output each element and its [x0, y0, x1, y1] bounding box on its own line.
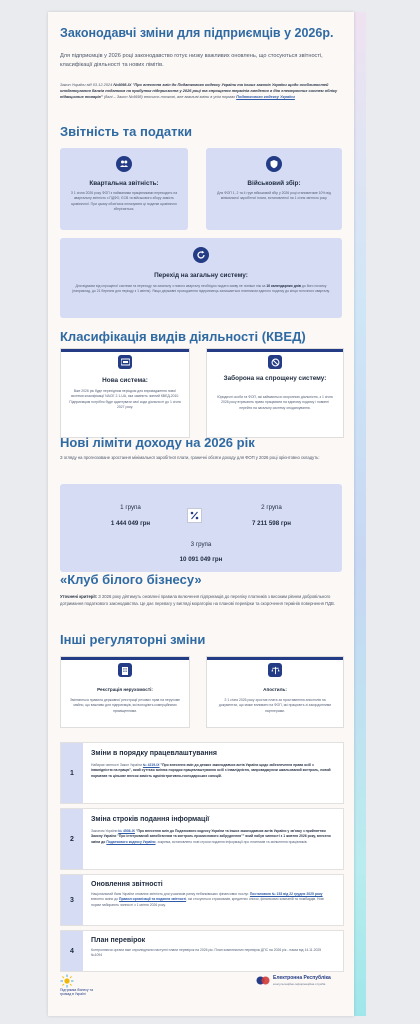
law-note: Закон України від 03.12.2024 №4098-IX "Про внесення змін до Податкового кодексу України та інших законів України щодо особливостей оподаткування банків податком на прибуток підприємств у 2026 році та спрощення термінів введення в дію електронних систем обліку підакцизних товарів" (далі – Закон №4698) вносить точкові, але важливі зміни в усім нормах Податкового кодексу України	[60, 82, 338, 100]
e-republic-logo-icon	[256, 976, 270, 985]
section-title-white-business: «Клуб білого бізнесу»	[60, 572, 202, 587]
page-title: Законодавчі зміни для підприємців у 2026р.	[60, 26, 334, 40]
limit-group-label: 2 група	[261, 504, 282, 511]
law-link[interactable]: № 4219-IX	[142, 763, 160, 767]
footer-right-logo-subtitle: консультаційно-інформаційна служба	[273, 982, 326, 986]
card-title: Перехід на загальну систему:	[154, 272, 248, 279]
barcode-icon	[118, 355, 132, 369]
card-title: Квартальна звітність:	[89, 180, 159, 187]
card-text: Вже 2026 рік буде перехідним періодом для впровадження нової системи класифікації NACE 2.1-UA, яка замінить чинний КВЕД-2010. Підприємцям потрібно буде адаптувати свої коди діяльності до 1 січня 2027 року.	[69, 389, 181, 410]
row-title: Оновлення звітності	[91, 881, 163, 888]
section-title-other-changes: Інші регуляторні зміни	[60, 632, 206, 647]
resolution-link[interactable]: Постановою № 153 від 22 грудня 2025 року	[249, 892, 323, 896]
limit-group-label: 3 група	[190, 541, 212, 548]
income-limits-table	[60, 484, 342, 572]
section-title-kved: Класифікація видів діяльності (КВЕД)	[60, 329, 306, 344]
building-icon	[118, 663, 132, 677]
card-title: Заборона на спрощену систему:	[223, 375, 327, 382]
percent-icon	[187, 508, 202, 523]
tax-code-link[interactable]: Податкового кодексу України	[236, 94, 295, 100]
row-number: 1	[61, 743, 83, 803]
row-title: Зміни в порядку працевлаштування	[91, 750, 217, 757]
limit-group-value: 1 444 049 грн	[110, 520, 151, 527]
scales-icon	[268, 663, 282, 677]
row-text: Набирає чинності Закон України № 4219-IX "Про внесення змін до деяких законодавчих актів України щодо забезпечення права осіб з інвалідністю на працю", який суттєво змінює порядок працевлаштування осіб з інвалідністю, запроваджуючи шкальований контроль, новий норматив та цільове внесок замість адміністративно-господарських санкцій.	[91, 763, 331, 778]
card-simplified-ban	[206, 348, 344, 438]
card-title: Реєстрація нерухомості:	[97, 687, 153, 692]
row-text: Національний банк України оновлює звітність для учасників ринку небанківських фінансових послуг. Постановою № 153 від 22 грудня 2025 року внесено зміни до Правил організації та подання звітності, які стосуються страховиків, кредитних спілок, фінансових компаній та ломбардів. Нові норми набирають чинності з 1 квітня 2026 року.	[91, 892, 324, 907]
card-text: Для відмови від спрощеної системи та переходу на загальну з нового кварталу необхідно подати заяву не пізніше ніж за 10 календарних днів до його початку (наприклад, до 21 березня для періоду з 1 квітня). Якщо державні проходження підприємець залишається платником єдиного податку до кінця поточного кварталу.	[72, 284, 330, 294]
section-title-reporting: Звітність та податки	[60, 124, 192, 139]
row-number: 2	[61, 809, 83, 869]
card-text: Юридичні особи та ФОП, які займаються охоронною діяльністю, з 1 січня 2026 року втрачають право працювати на єдиному податку і повинні перейти на загальну систему оподаткування.	[217, 395, 333, 410]
card-accent-bar	[61, 657, 189, 660]
row-text: Законом України № 4536-IX "Про внесення змін до Податкового кодексу України та інших законодавчих актів України у зв'язку з прийняттям Закону України "Про інтегрований запобіганням та контроль промислового забруднення"" який набув чинності з 1 жовтня 2026 року, внесено зміни до Податкового кодексу України, зокрема, встановлено нові строки подання інформації про платників та звільнення працівників.	[91, 829, 331, 844]
limit-group-value: 7 211 598 грн	[252, 520, 291, 527]
section-title-limits: Нові ліміти доходу на 2026 рік	[60, 435, 255, 450]
card-military-levy	[206, 148, 342, 230]
card-accent-bar	[207, 349, 343, 352]
card-general-system-transition	[60, 238, 342, 318]
no-entry-icon	[268, 355, 282, 369]
card-text: Для ФОП 1, 2 та 4 груп військовий збір у 2026 році становитиме 10% від мінімальної заробітної плати, встановленої на 1 січня звітного року.	[217, 191, 331, 201]
card-apostille	[206, 656, 344, 728]
change-row-reporting-update	[60, 874, 344, 926]
footer-right-logo-title: Електронна Республіка	[273, 975, 331, 981]
row-number: 3	[61, 875, 83, 925]
card-text: З 1 січня 2026 року зростає плата за проставлення апостилів на документах, що може впливати на ФОП, які працюють зі закордонними партнерами.	[218, 698, 332, 713]
decorative-gradient-strip	[354, 12, 366, 1016]
limit-group-label: 1 група	[120, 504, 141, 511]
law-link[interactable]: № 4536-IX	[118, 829, 135, 833]
row-title: Зміна строків подання інформації	[91, 816, 210, 823]
card-text: З 1 січня 2026 року ФОП з найманими працівниками переходять на квартальну звітність з ПДФО, ЄСВ та військового збору замість щомісячної. При цьому обов'язок оплачувати ці податки щомісячно зберігається.	[70, 191, 178, 212]
card-title: Апостиль:	[263, 687, 287, 692]
people-icon	[116, 156, 132, 172]
reporting-rules-link[interactable]: Правил організації та подання звітності	[119, 897, 187, 902]
refresh-icon	[193, 247, 209, 263]
card-title: Військовий збір:	[247, 180, 301, 187]
change-row-deadlines	[60, 808, 344, 870]
row-number: 4	[61, 931, 83, 971]
shield-icon	[266, 156, 282, 172]
footer-left-logo-text: Підтримка бізнесу та громад в Україні	[60, 988, 93, 996]
card-new-system	[60, 348, 190, 438]
tax-code-link[interactable]: Податкового кодексу України	[106, 839, 156, 844]
change-row-inspection-plan	[60, 930, 344, 972]
intro-text: Для підприємців у 2026 році законодавство готує низку важливих оновлень, що стосуються звітності, класифікації діяльності та нових лімітів.	[60, 53, 323, 68]
white-business-text: Уточнені критерії: З 2026 року діятимуть оновлені правила включення підприємців до переліку платників з високим рівнем добровільного дотримання податкового законодавства. Це дає перевагу у вигляді мораторію на планові перевірки та скорочення термінів повернення ПДВ.	[60, 594, 335, 606]
card-accent-bar	[207, 657, 343, 660]
change-row-employment	[60, 742, 344, 804]
card-text: Змінюються правила державної реєстрації речових прав на нерухоме майно, що важливо для підприємців, які володіють комерційними приміщеннями.	[69, 698, 181, 713]
card-real-estate	[60, 656, 190, 728]
document-page	[48, 12, 354, 1016]
sun-logo-icon	[60, 974, 74, 988]
footer-left-logo	[60, 974, 100, 996]
row-text: Контролюючи органи вже оприлюднили наступні плани перевірок на 2026 рік. План комплексних перевірок ДПС на 2026 рік - наказ від 14.11.2025 №1094	[91, 948, 322, 958]
limit-group-value: 10 091 049 грн	[179, 556, 223, 563]
limits-intro: З огляду на прогнозоване зростання мінімальної заробітної плати, граничні обсяги доходу для ФОП у 2026 році орієнтовно складуть:	[60, 455, 320, 460]
row-title: План перевірок	[91, 937, 146, 944]
footer-right-logo	[256, 974, 346, 992]
card-quarterly-reporting	[60, 148, 188, 230]
card-title: Нова система:	[102, 377, 148, 384]
card-accent-bar	[61, 349, 189, 352]
